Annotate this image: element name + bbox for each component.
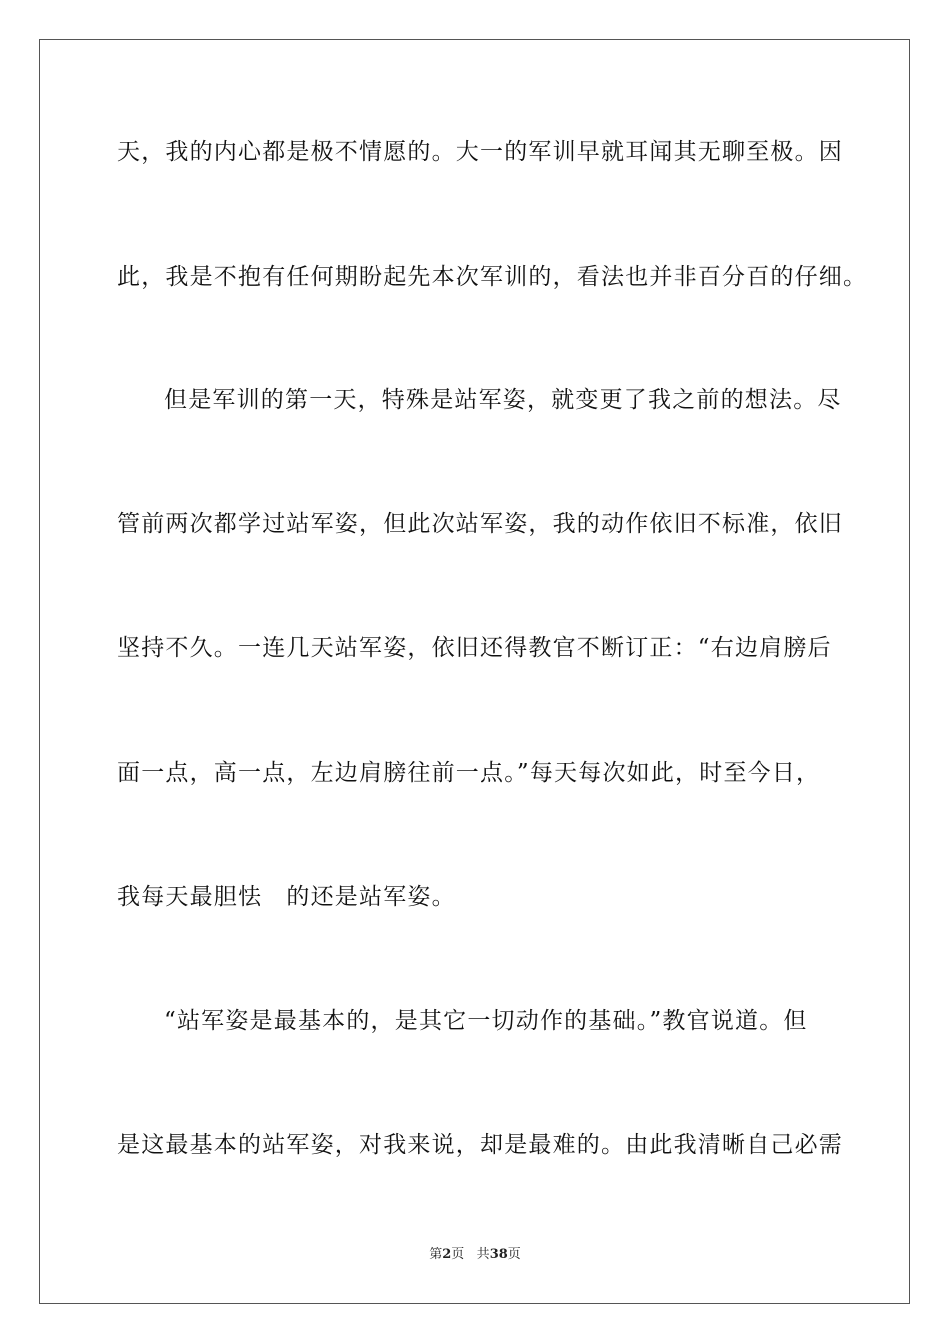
text-line-7: 我每天最胆怯 的还是站军姿。 [117,884,456,910]
page-frame [39,39,910,1304]
page-number: 2 [442,1247,452,1262]
total-pages: 38 [489,1247,508,1262]
text-line-5: 坚持不久。一连几天站军姿，依旧还得教官不断订正：“右边肩膀后 [117,635,832,661]
total-prefix: 共 [476,1247,490,1262]
total-suffix: 页 [507,1247,521,1262]
text-line-9: 是这最基本的站军姿，对我来说，却是最难的。由此我清晰自己必需 [117,1132,843,1158]
text-line-2: 此，我是不抱有任何期盼起先本次军训的，看法也并非百分百的仔细。 [117,264,868,290]
text-line-1: 天，我的内心都是极不情愿的。大一的军训早就耳闻其无聊至极。因 [117,139,843,165]
page-footer [0,1246,950,1264]
text-line-4: 管前两次都学过站军姿，但此次站军姿，我的动作依旧不标准，依旧 [117,511,843,537]
page-suffix: 页 [451,1247,465,1262]
page-prefix: 第 [429,1247,443,1262]
text-line-6: 面一点，高一点，左边肩膀往前一点。”每天每次如此，时至今日， [117,760,821,786]
text-line-3: 但是军训的第一天，特殊是站军姿，就变更了我之前的想法。尽 [164,387,842,413]
text-line-8: “站军姿是最基本的，是其它一切动作的基础。”教官说道。但 [164,1008,808,1034]
